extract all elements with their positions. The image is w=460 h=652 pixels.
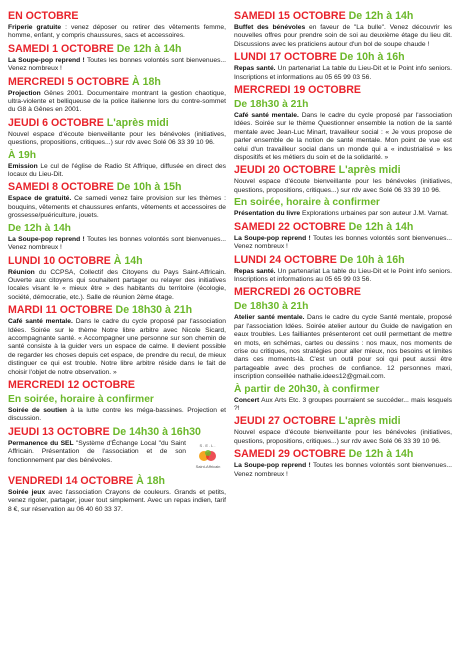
event-title: Atelier santé mentale. [234,314,305,322]
event-description [234,210,452,218]
event-title: Café santé mentale. [8,318,73,326]
date-label: MERCREDI 26 OCTOBRE [234,286,361,299]
time-label: De 10h à 15h [116,181,182,194]
date-label: JEUDI 27 OCTOBRE [234,415,336,428]
time-label: De 14h30 à 16h30 [112,425,201,438]
event-text: Toutes les bonnes volontés sont bienvenues... Venez nombreux ! [8,56,226,73]
event-title: Présentation du livre [234,210,301,218]
date-label: SAMEDI 15 OCTOBRE [234,10,346,22]
event-date-heading [8,304,226,317]
event-description [234,429,452,446]
event-date-heading [8,475,226,488]
event-date-heading [234,51,452,64]
event-date-heading [234,84,452,97]
event-description [234,397,452,414]
event-date-heading [8,255,226,268]
date-label: EN OCTOBRE [8,10,79,22]
event-title: Soirée de soutien [8,406,67,414]
logo-top-text: S.E.L. [199,442,217,448]
event-description [234,178,452,195]
right-column [234,8,452,652]
time-label: De 12h à 14h [348,448,414,461]
event-title: Repas santé. [234,267,276,275]
event-title: Permanence du SEL [8,439,74,447]
date-label: LUNDI 24 OCTOBRE [234,253,337,266]
event-description [234,462,452,479]
date-label: MERCREDI 19 OCTOBRE [234,84,361,97]
date-label: JEUDI 13 OCTOBRE [8,425,110,438]
event-description [234,314,452,381]
event-date-heading [8,117,226,130]
event-title: La Soupe-pop reprend ! [8,56,85,64]
date-label: JEUDI 6 OCTOBRE [8,116,104,129]
event-description [8,407,226,424]
event-description [234,235,452,252]
event-title: La Soupe-pop reprend ! [234,462,311,470]
event-text: Nouvel espace d'écoute bienveillante pour les bénévoles (initiatives, questions, propositions, critiques...) sur rdv avec Solé 06 33 39 10 96. [8,130,226,147]
date-label: SAMEDI 29 OCTOBRE [234,448,346,461]
time-subheading: De 12h à 14h [8,222,71,234]
event-text: Explorations urbaines par son auteur J.M. Varnat. [300,210,449,218]
event-description [8,131,226,148]
event-text: à la lutte contre les méga-bassines. Projection et discussion. [8,406,226,423]
time-label: À 18h [136,474,166,487]
event-title: Repas santé. [234,65,276,73]
time-subheading: À partir de 20h30, à confirmer [234,383,380,395]
event-text: Toutes les bonnes volontés sont bienvenues... Venez nombreux ! [234,462,452,478]
event-title: Buffet des bénévoles [234,24,306,31]
event-description [8,440,186,465]
event-text: du CCPSA, Collectif des Citoyens du Pays Saint-Affricain. Ouverte aux citoyens qui souhaitent partager ou relayer des initiatives locales visant le « mieux être » des habitants du territoire (écologie, société, démocratie, etc.). Salle de réunion 2ème étage. [8,268,226,301]
event-date-heading [234,448,452,461]
event-description [8,195,226,220]
date-label: SAMEDI 8 OCTOBRE [8,181,114,194]
time-subheading: À 19h [8,149,37,161]
event-title: Friperie gratuite [8,24,62,31]
event-date-heading [8,379,226,392]
time-subheading: De 18h30 à 21h [234,301,309,313]
event-title: Soirée jeux [8,488,46,496]
event-date-heading [234,10,452,23]
event-description [8,269,226,303]
event-description [8,489,226,514]
sel-logo [190,439,226,473]
event-title: La Soupe-pop reprend ! [234,234,311,242]
event-date-heading [234,415,452,428]
time-label: L'après midi [106,116,169,129]
event-date-heading [8,10,226,23]
event-text: Nouvel espace d'écoute bienveillante pour les bénévoles (initiatives, questions, propositions, critiques...) sur rdv avec Solé 06 33 39 10 96. [234,429,452,445]
event-date-heading [8,426,226,439]
event-text: : venez déposer ou retirer des vêtements femme, homme, enfant, y compris chaussures, sacs et accessoires. [8,24,226,40]
event-date-heading [8,181,226,194]
sel-logo-icon [197,448,219,464]
event-description [234,65,452,82]
time-label: De 12h à 14h [348,220,414,233]
event-description [8,90,226,115]
event-text: en faveur de "La bulle". Venez découvrir les nouvelles offres pour prendre soin de soi au deuxième étage du lieu dit. Discussions avec les praticiens autour d'un bol de soupe chaude ! [234,24,452,48]
event-description [234,112,452,162]
time-label: À 18h [132,75,161,88]
event-date-heading [8,76,226,89]
event-date-heading [8,43,226,56]
event-date-heading [234,221,452,234]
event-text: "Système d'Échange Local "du Saint Affricain. Présentation de l'association et de son fonctionnement par des bénévoles. [8,439,187,464]
event-title: Concert [234,396,260,404]
event-title: Emission [8,162,38,170]
event-text: Ce samedi venez faire provision sur les thèmes : bouquins, vêtements et chaussures enfants, vêtements et accessoires de grossesse/puériculture, jouets. [8,195,226,220]
event-description [8,24,226,41]
event-title: Espace de gratuité. [8,195,72,203]
date-label: VENDREDI 14 OCTOBRE [8,474,134,487]
time-label: L'après midi [338,164,401,177]
event-text: Le cul de l'église de Radio St Affrique, diffusée en direct des locaux du Lieu-Dit. [8,162,226,179]
time-label: De 10h à 16h [339,253,405,266]
event-date-heading [234,286,452,299]
event-title: Projection [8,89,41,97]
event-title: Réunion [8,268,35,276]
event-title: La Soupe-pop reprend ! [8,235,85,243]
event-description [8,236,226,253]
event-text: Aux Arts Etc. 3 groupes pourraient se succéder... mais lesquels ?! [234,396,452,412]
event-title: Café santé mentale. [234,112,299,120]
date-label: LUNDI 10 OCTOBRE [8,254,111,267]
event-text: Dans le cadre du cycle Santé mentale, proposé par l'association Idées. Soirée atelier autour du Guide de navigation en eaux troubles. Les failliantes présenteront cet outil permettant de mettre en mots, en schémas, cartes ou dessins : nos maux, nos moments de crise ou critiques, nos stratégies pour aller mieux, nos besoins et limites dans ces moments-là. C'est un outil pour soi qui peut aussi être partageable avec des proches de confiance. 12 personnes maxi, inscription conseillée nathalie.idees12@gmail.com. [234,314,452,381]
time-label: De 10h à 16h [339,51,405,64]
event-text: Toutes les bonnes volontés sont bienvenues... Venez nombreux ! [234,234,452,251]
event-date-heading [234,164,452,177]
time-label: De 18h30 à 21h [115,304,193,317]
left-column [8,8,226,652]
time-label: De 12h à 14h [116,42,182,55]
date-label: SAMEDI 22 OCTOBRE [234,220,346,233]
time-label: De 12h à 14h [348,10,414,22]
event-text: Dans le cadre du cycle proposé par l'association Idées. Soirée sur le thème Questionner ensemble la notion de la santé mentale avec Jean-Luc Minart, travailleur social : « Je vous propose de parler ensemble de la notion de santé mentale. Mon point de vue est celui d'un travailleur social dans un monde qui a « industrialisé » les dispositifs et les métiers du soin et de la solidarité. » [234,112,452,162]
event-description [8,318,226,377]
event-description [234,24,452,49]
event-text: Toutes les bonnes volontés sont bienvenues... Venez nombreux ! [8,235,226,252]
event-text: Un partenariat La table du Lieu-Dit et le Point info seniors. Inscriptions et informations au 05 65 99 03 56. [234,65,452,81]
event-text: Un partenariat La table du Lieu-Dit et le Point info seniors. Inscriptions et informations au 05 65 99 03 56. [234,267,452,283]
time-subheading: En soirée, horaire à confirmer [234,197,380,209]
event-description [8,163,226,180]
event-description [8,57,226,74]
date-label: SAMEDI 1 OCTOBRE [8,42,114,55]
date-label: MARDI 11 OCTOBRE [8,304,113,317]
sel-permanence-block [8,439,226,473]
date-label: JEUDI 20 OCTOBRE [234,164,336,177]
event-text: Dans le cadre du cycle proposé par l'association Idées. Soirée sur le thème Notre libre arbitre avec Nicole Sicard, accompagnante santé. « Accompagner une personne sur son chemin de santé consiste à la guider vers un espace de calme. Il devient possible de regarder les choses depuis cet espace, de prendre du recul, de mieux distinguer ce qui est trouble. Notre libre arbitre réside dans le fait de choisir l'objet de notre observation. » [8,318,226,376]
event-text: Gênes 2001. Documentaire montrant la gestion chaotique, ultra-violente et belliqueuse de la police italienne lors du contre-sommet du G8 à Gênes en 2001. [8,89,226,114]
time-subheading: En soirée, horaire à confirmer [8,393,154,405]
date-label: MERCREDI 12 OCTOBRE [8,378,135,391]
date-label: LUNDI 17 OCTOBRE [234,51,337,64]
event-date-heading [234,254,452,267]
time-subheading: De 18h30 à 21h [234,99,309,111]
event-text: avec l'association Crayons de couleurs. Grands et petits, venez rigoler, partager, jouer tout simplement. Avec un repas indien, tarif 8 €, sur réservation au 06 40 60 33 37. [8,488,226,513]
logo-bottom-text: Saint-Affricain [195,463,221,469]
date-label: MERCREDI 5 OCTOBRE [8,75,130,88]
event-description [234,268,452,285]
time-label: À 14h [113,254,143,267]
time-label: L'après midi [338,415,401,428]
event-text: Nouvel espace d'écoute bienveillante pour les bénévoles (initiatives, questions, propositions, critiques...) sur rdv avec Solé 06 33 39 10 96. [234,178,452,194]
